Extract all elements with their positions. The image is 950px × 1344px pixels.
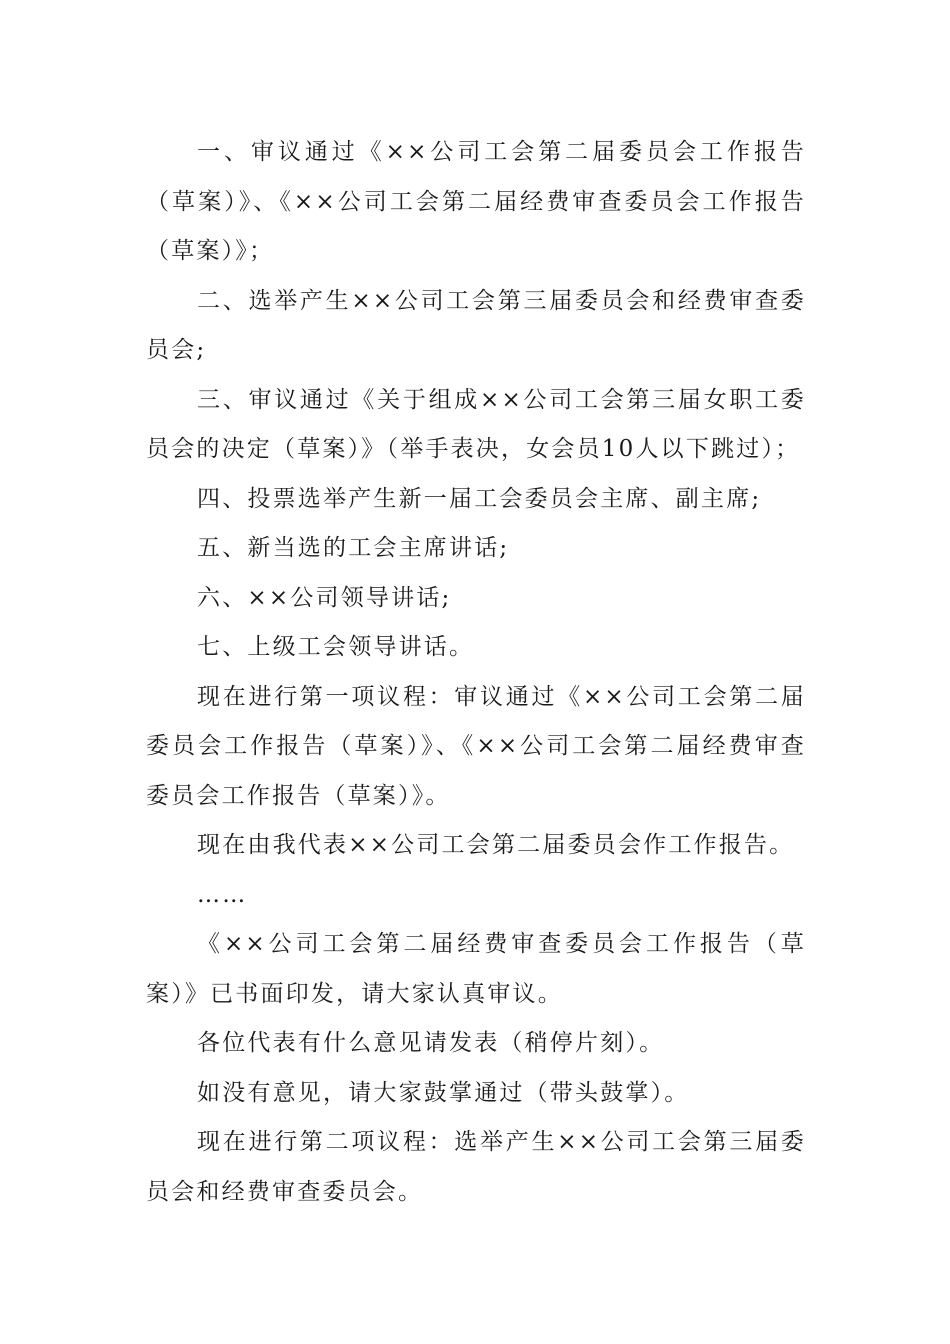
agenda-item-5: 五、新当选的工会主席讲话;	[197, 535, 510, 561]
audit-report-note: 《××公司工会第二届经费审查委员会工作报告（草案）》已书面印发，请大家认真审议。	[146, 931, 806, 1007]
agenda-item-4: 四、投票选举产生新一届工会委员会主席、副主席;	[197, 485, 762, 512]
agenda-item-3: 三、审议通过《关于组成××公司工会第三届女职工委员会的决定（草案）》（举手表决，女会员10人以下跳过）；	[146, 386, 806, 462]
first-agenda-intro: 现在进行第一项议程：审议通过《××公司工会第二届委员会工作报告（草案）》、《××公司工会第二届经费审查委员会工作报告（草案）》。	[146, 683, 806, 809]
second-agenda-intro: 现在进行第二项议程：选举产生××公司工会第三届委员会和经费审查委员会。	[146, 1129, 806, 1205]
opinion-request: 各位代表有什么意见请发表（稍停片刻）。	[197, 1030, 665, 1056]
document-page	[146, 128, 806, 1217]
agenda-item-1: 一、审议通过《××公司工会第二届委员会工作报告（草案）》、《××公司工会第二届经费审查委员会工作报告（草案）》；	[146, 139, 806, 264]
applause-approval: 如没有意见，请大家鼓掌通过（带头鼓掌）。	[197, 1079, 690, 1106]
agenda-item-6: 六、××公司领导讲话;	[197, 584, 452, 611]
agenda-item-7: 七、上级工会领导讲话。	[197, 634, 475, 660]
ellipsis-line: ……	[197, 881, 248, 908]
agenda-item-2: 二、选举产生××公司工会第三届委员会和经费审查委员会;	[146, 287, 806, 363]
report-statement: 现在由我代表××公司工会第二届委员会作工作报告。	[197, 832, 795, 858]
